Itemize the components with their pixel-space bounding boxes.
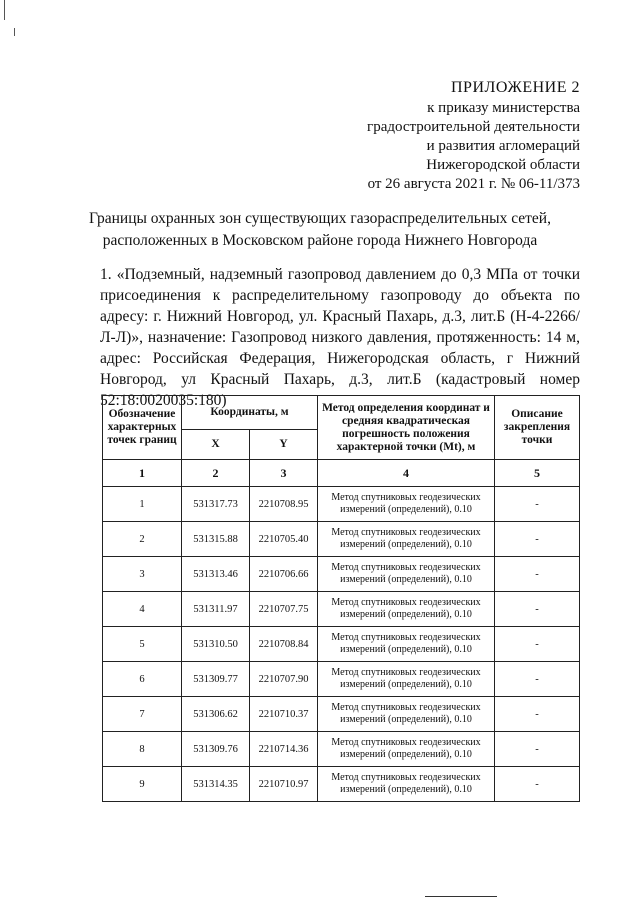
cell-description: - (495, 627, 580, 662)
cell-y: 2210705.40 (250, 522, 318, 557)
cell-method: Метод спутниковых геодезических измерений (определений), 0.10 (318, 627, 495, 662)
cell-description: - (495, 487, 580, 522)
cell-x: 531311.97 (182, 592, 250, 627)
column-number: 5 (495, 460, 580, 487)
cell-y: 2210708.95 (250, 487, 318, 522)
table-row (103, 662, 580, 697)
cell-description: - (495, 522, 580, 557)
table-row (103, 557, 580, 592)
cell-point: 1 (103, 487, 182, 522)
cell-point: 9 (103, 767, 182, 802)
column-number: 2 (182, 460, 250, 487)
document-title-line: расположенных в Московском районе города Нижнего Новгорода (102, 232, 538, 249)
cell-method: Метод спутниковых геодезических измерений (определений), 0.10 (318, 767, 495, 802)
cell-x: 531309.77 (182, 662, 250, 697)
cell-method: Метод спутниковых геодезических измерений (определений), 0.10 (318, 487, 495, 522)
column-number: 4 (318, 460, 495, 487)
cell-point: 7 (103, 697, 182, 732)
table-row (103, 732, 580, 767)
footer-divider (425, 896, 497, 897)
cell-x: 531315.88 (182, 522, 250, 557)
scan-edge-mark (14, 28, 15, 36)
column-number: 3 (250, 460, 318, 487)
cell-x: 531313.46 (182, 557, 250, 592)
table-row (103, 697, 580, 732)
header-point: Обозначение характерных точек границ (103, 396, 182, 460)
cell-y: 2210706.66 (250, 557, 318, 592)
cell-x: 531314.35 (182, 767, 250, 802)
coordinates-table (102, 395, 580, 802)
table-row (103, 522, 580, 557)
header-coordinates: Координаты, м (182, 396, 318, 430)
cell-x: 531310.50 (182, 627, 250, 662)
cell-point: 4 (103, 592, 182, 627)
cell-method: Метод спутниковых геодезических измерений (определений), 0.10 (318, 732, 495, 767)
appendix-line: к приказу министерства (427, 100, 580, 116)
cell-point: 2 (103, 522, 182, 557)
scan-edge-mark (4, 0, 5, 20)
cell-description: - (495, 662, 580, 697)
cell-y: 2210710.37 (250, 697, 318, 732)
table-row (103, 767, 580, 802)
document-title (60, 208, 580, 252)
header-description: Описание закрепления точки (495, 396, 580, 460)
column-number-row (103, 460, 580, 487)
appendix-line: Нижегородской области (426, 157, 580, 173)
header-x: X (182, 430, 250, 460)
cell-description: - (495, 767, 580, 802)
cell-y: 2210707.90 (250, 662, 318, 697)
cell-description: - (495, 592, 580, 627)
appendix-line: и развития агломераций (426, 138, 580, 154)
cell-description: - (495, 557, 580, 592)
header-y: Y (250, 430, 318, 460)
table-row (103, 487, 580, 522)
table-row (103, 592, 580, 627)
cell-point: 5 (103, 627, 182, 662)
appendix-header (367, 78, 580, 194)
cell-method: Метод спутниковых геодезических измерений (определений), 0.10 (318, 697, 495, 732)
appendix-line: от 26 августа 2021 г. № 06-11/373 (367, 176, 580, 192)
object-description: 1. «Подземный, надземный газопровод давлением до 0,3 МПа от точки присоединения к распределительному газопроводу до объекта по адресу: г. Нижний Новгород, ул. Красный Пахарь, д.3, лит.Б (Н-4-2266/Л-Л)», назначение: Газопровод низкого давления, протяженность: 14 м, адрес: Российская Федерация, Нижегородская область, г Нижний Новгород, ул Красный Пахарь, д.3, лит.Б (кадастровый номер 52:18:0020035:180) (100, 266, 580, 409)
header-method: Метод определения координат и средняя квадратическая погрешность положения характерной точки (Mt), м (318, 396, 495, 460)
table-row (103, 627, 580, 662)
cell-description: - (495, 697, 580, 732)
cell-y: 2210708.84 (250, 627, 318, 662)
cell-description: - (495, 732, 580, 767)
cell-method: Метод спутниковых геодезических измерений (определений), 0.10 (318, 522, 495, 557)
cell-point: 8 (103, 732, 182, 767)
cell-y: 2210710.97 (250, 767, 318, 802)
appendix-title: ПРИЛОЖЕНИЕ 2 (450, 79, 580, 96)
cell-x: 531306.62 (182, 697, 250, 732)
column-number: 1 (103, 460, 182, 487)
cell-point: 6 (103, 662, 182, 697)
cell-point: 3 (103, 557, 182, 592)
cell-x: 531317.73 (182, 487, 250, 522)
cell-y: 2210714.36 (250, 732, 318, 767)
cell-method: Метод спутниковых геодезических измерений (определений), 0.10 (318, 557, 495, 592)
cell-method: Метод спутниковых геодезических измерений (определений), 0.10 (318, 662, 495, 697)
cell-method: Метод спутниковых геодезических измерений (определений), 0.10 (318, 592, 495, 627)
document-title-line: Границы охранных зон существующих газораспределительных сетей, (89, 210, 551, 227)
cell-x: 531309.76 (182, 732, 250, 767)
appendix-line: градостроительной деятельности (367, 119, 580, 135)
cell-y: 2210707.75 (250, 592, 318, 627)
